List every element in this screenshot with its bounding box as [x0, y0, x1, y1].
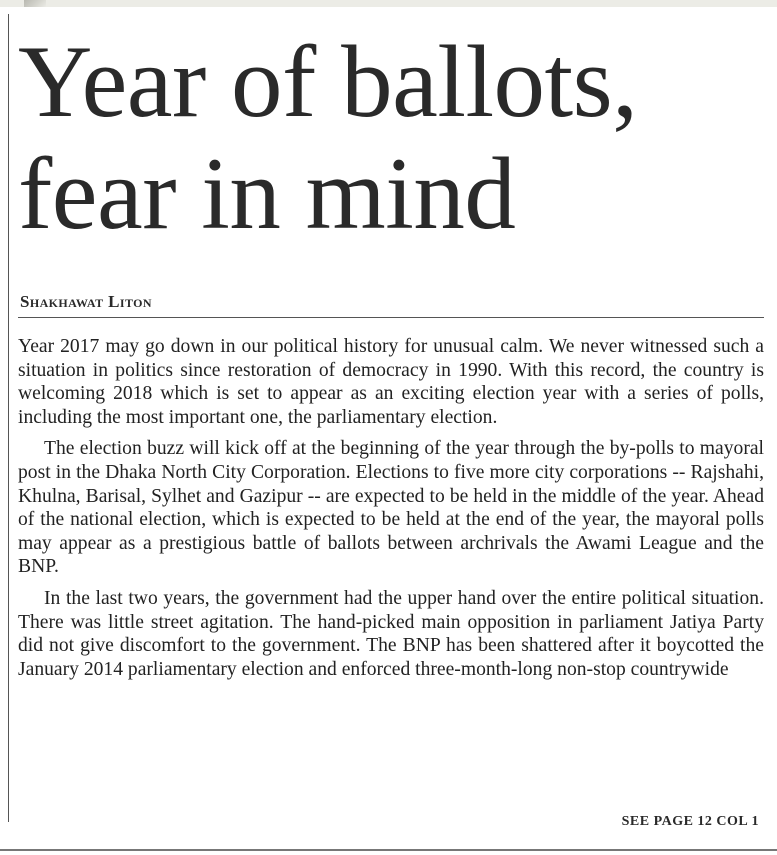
article-body	[18, 335, 764, 689]
byline: Shakhawat Liton	[20, 292, 152, 311]
headline	[18, 26, 773, 250]
byline-rule	[18, 317, 764, 318]
headline-line-1: Year of ballots,	[18, 25, 638, 139]
continued-on-page: SEE PAGE 12 COL 1	[621, 814, 759, 829]
top-strip	[0, 0, 777, 7]
paragraph-2: The election buzz will kick off at the beginning of the year through the by-polls to mayoral post in the Dhaka North City Corporation. Elections to five more city corporations -- Rajshahi, Khulna, Barisal, Sylhet and Gazipur -- are expected to be held in the middle of the year. Ahead of the national election, which is expected to be held at the end of the year, the mayoral polls may appear as a prestigious battle of ballots between archrivals the Awami League and the BNP.	[18, 438, 764, 578]
column-rule	[8, 14, 9, 822]
paragraph-1: Year 2017 may go down in our political history for unusual calm. We never witnessed such a situation in politics since restoration of democracy in 1990. With this record, the country is welcoming 2018 which is set to appear as an exciting election year with a series of polls, including the most important one, the parliamentary election.	[18, 336, 764, 428]
paragraph-3: In the last two years, the government had the upper hand over the entire political situation. There was little street agitation. The hand-picked main opposition in parliament Jatiya Party did not give discomfort to the government. The BNP has been shattered after it boycotted the January 2014 parliamentary election and enforced three-month-long non-stop countrywide	[18, 587, 764, 680]
page-corner	[24, 0, 46, 7]
bottom-rule	[0, 849, 777, 851]
headline-line-2: fear in mind	[18, 137, 516, 251]
